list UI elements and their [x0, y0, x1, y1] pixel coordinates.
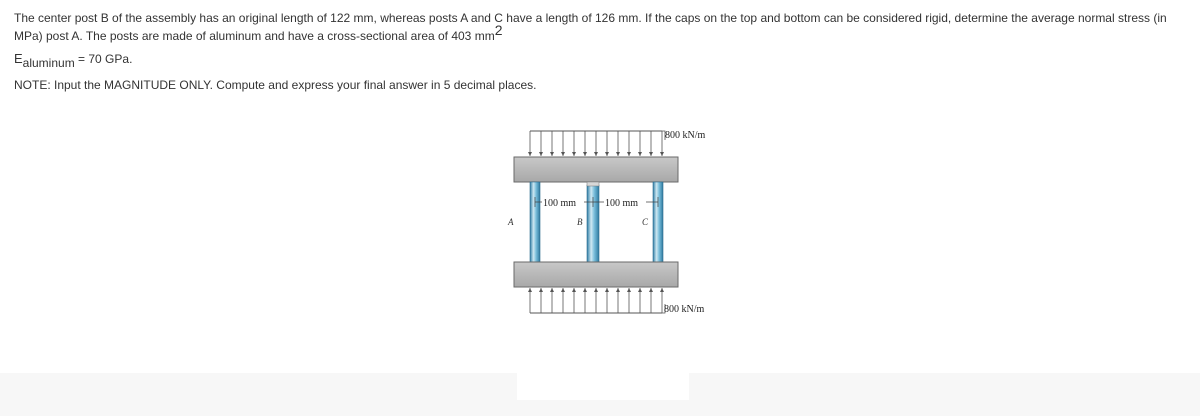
- post-b-label: B: [577, 217, 583, 227]
- load-arrowhead: [572, 288, 576, 292]
- modulus-line: [14, 51, 133, 70]
- modulus-symbol: E: [14, 51, 23, 66]
- post-a-label: A: [508, 217, 514, 227]
- load-arrowhead: [649, 152, 653, 156]
- load-arrowhead: [583, 152, 587, 156]
- load-arrowhead: [528, 288, 532, 292]
- load-arrowhead: [638, 288, 642, 292]
- post-c-label: C: [642, 217, 649, 227]
- modulus-subscript: aluminum: [22, 56, 75, 70]
- load-arrowhead: [594, 152, 598, 156]
- load-arrowhead: [660, 152, 664, 156]
- load-arrowhead: [605, 152, 609, 156]
- top-load-label: 800 kN/m: [665, 130, 706, 141]
- load-arrowhead: [561, 152, 565, 156]
- spacing-label-2: 100 mm: [605, 198, 639, 209]
- spacing-label-1: 100 mm: [543, 198, 577, 209]
- bottom-load-label: 800 kN/m: [664, 304, 705, 315]
- load-arrowhead: [605, 288, 609, 292]
- top-cap: [514, 157, 678, 182]
- load-arrowhead: [594, 288, 598, 292]
- load-arrowhead: [638, 152, 642, 156]
- note-text: NOTE: Input the MAGNITUDE ONLY. Compute and express your final answer in 5 decimal places.: [14, 78, 537, 92]
- top-distributed-load: [528, 130, 706, 156]
- post-b-gap: [587, 182, 599, 186]
- load-arrowhead: [528, 152, 532, 156]
- post-b: [587, 185, 599, 262]
- post-a: [530, 182, 540, 262]
- load-arrowhead: [572, 152, 576, 156]
- top-load-arrows: [528, 131, 664, 156]
- bottom-cap: [514, 262, 678, 287]
- load-arrowhead: [583, 288, 587, 292]
- area-exponent: 2: [494, 22, 503, 38]
- assembly-diagram: [482, 114, 736, 329]
- problem-statement: [14, 10, 1186, 45]
- load-arrowhead: [539, 288, 543, 292]
- modulus-value: = 70 GPa.: [74, 52, 133, 66]
- bottom-load-arrows: [528, 288, 664, 313]
- problem-text: The center post B of the assembly has an original length of 122 mm, whereas posts A and C have a length of 126 mm. If the caps on the top and bottom can be considered rigid, determine the average normal stress (in MPa) post A. The posts are made of aluminum and have a cross-sectional area of 403 mm: [14, 11, 1167, 43]
- load-arrowhead: [561, 288, 565, 292]
- load-arrowhead: [550, 288, 554, 292]
- answer-input-box[interactable]: [517, 373, 689, 400]
- post-c: [653, 182, 663, 262]
- load-arrowhead: [550, 152, 554, 156]
- assembly-figure: [482, 114, 736, 329]
- bottom-distributed-load: [528, 288, 705, 315]
- load-arrowhead: [649, 288, 653, 292]
- load-arrowhead: [539, 152, 543, 156]
- load-arrowhead: [616, 152, 620, 156]
- load-arrowhead: [660, 288, 664, 292]
- load-arrowhead: [627, 288, 631, 292]
- load-arrowhead: [616, 288, 620, 292]
- load-arrowhead: [627, 152, 631, 156]
